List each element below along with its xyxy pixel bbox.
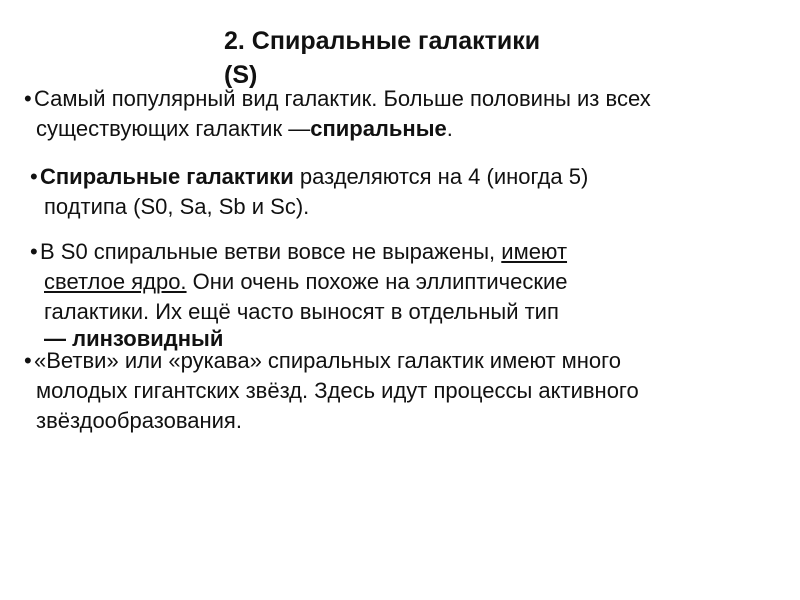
bullet-popular-type xyxy=(24,84,651,144)
bold-term: спиральные xyxy=(310,116,447,141)
slide-title xyxy=(224,24,624,92)
bullet-arms xyxy=(24,346,639,436)
bold-term: Спиральные галактики xyxy=(40,164,294,189)
bullet-text: «Ветви» или «рукава» спиральных галактик имеют много xyxy=(34,348,621,373)
bullet-text: галактики. Их ещё часто выносят в отдельный тип xyxy=(44,299,559,324)
bullet-text: В S0 спиральные ветви вовсе не выражены, xyxy=(40,239,502,264)
bullet-dot-icon: • xyxy=(30,239,38,264)
bullet-dot-icon: • xyxy=(24,348,32,373)
bullet-text: молодых гигантских звёзд. Здесь идут процессы активного xyxy=(36,378,639,403)
overlapped-text-lenticular: — линзовидный xyxy=(44,326,224,351)
bullet-subtypes xyxy=(30,162,588,222)
bullet-text: Они очень похоже на эллиптические xyxy=(186,269,568,294)
slide-title-line-2: (S) xyxy=(224,61,258,89)
underlined-text: светлое ядро. xyxy=(44,269,187,294)
bullet-s0 xyxy=(30,237,568,327)
bullet-text: разделяются на 4 (иногда 5) xyxy=(293,164,589,189)
slide-title-line-1: 2. Спиральные галактики xyxy=(224,27,541,55)
bullet-dot-icon: • xyxy=(30,164,38,189)
bullet-text: . xyxy=(446,116,453,141)
bullet-text: Самый популярный вид галактик. Больше половины из всех xyxy=(34,86,651,111)
bullet-text: подтипа (S0, Sa, Sb и Sc). xyxy=(44,194,310,219)
underlined-text: имеют xyxy=(501,239,568,264)
bullet-text: звёздообразования. xyxy=(36,408,242,433)
bullet-dot-icon: • xyxy=(24,86,32,111)
bullet-text: существующих галактик — xyxy=(36,116,311,141)
